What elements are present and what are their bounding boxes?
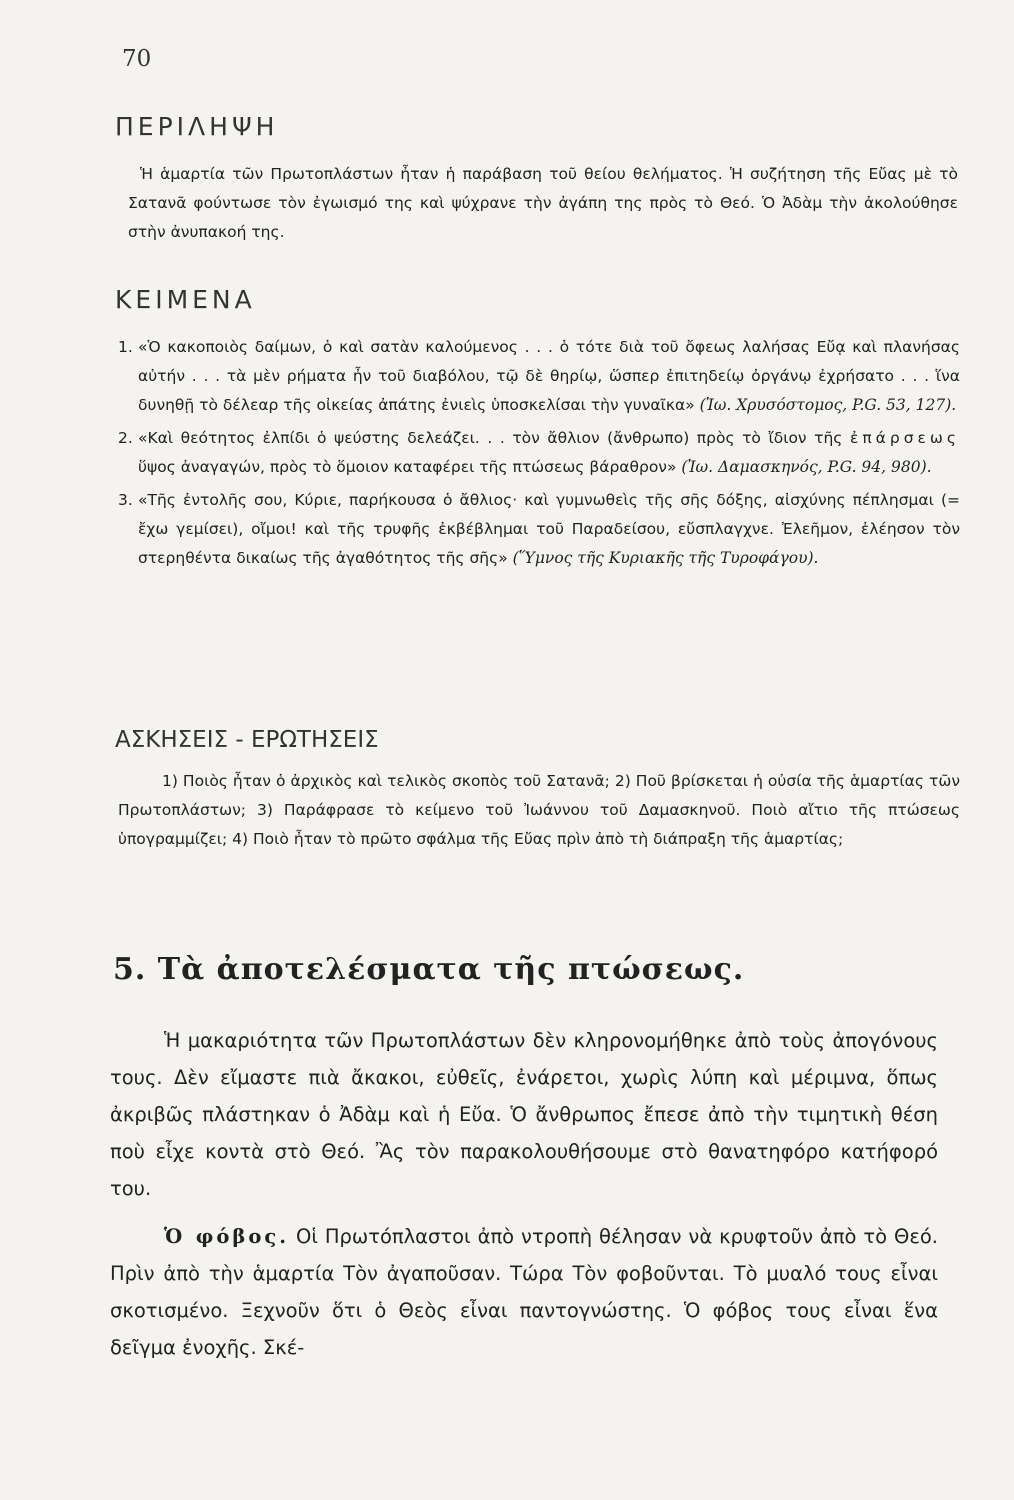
quote-body [138,486,960,573]
paragraph-1-text: Ἡ μακαριότητα τῶν Πρωτοπλάστων δὲν κληρονομήθηκε ἀπὸ τοὺς ἀπογόνους τους. Δὲν εἴμαστε πιὰ ἄκακοι, εὐθεῖς, ἐνάρετοι, χωρὶς λύπη καὶ μέριμνα, ὅπως ἀκριβῶς πλάστηκαν ὁ Ἀδὰμ καὶ ἡ Εὔα. Ὁ ἄνθρωπος ἔπεσε ἀπὸ τὴν τιμητικὴ θέση ποὺ εἶχε κοντὰ στὸ Θεό. Ἂς τὸν παρακολουθήσουμε στὸ θανατηφόρο κατήφορό του. [110,1029,938,1200]
quote-item-2 [118,424,960,482]
quote-text: «Καὶ θεότητος ἐλπίδι ὁ ψεύστης δελεάζει. . . τὸν ἄθλιον (ἄνθρωπο) πρὸς τὸ ἴδιον τῆς [138,429,843,447]
paragraph-2-text [110,1218,938,1366]
quote-body [138,333,960,420]
quote-citation: (Ὕμνος τῆς Κυριακῆς τῆς Τυροφάγου). [512,549,819,567]
paragraph-2-lead: Ὁ φόβος. [164,1225,290,1248]
quote-spaced-word: ἐπάρσεως [849,429,960,447]
quote-citation: (Ἰω. Χρυσόστομος, P.G. 53, 127). [699,396,957,414]
texts-heading: ΚΕΙΜΕΝΑ [115,285,256,314]
quote-text: «Ὁ κακοποιὸς δαίμων, ὁ καὶ σατὰν καλούμενος . . . ὁ τότε διὰ τοῦ ὄφεως λαλήσας Εὔᾳ καὶ πλανήσας αὐτήν . . . τὰ μὲν ρήματα ἦν τοῦ διαβόλου, τῷ δὲ θηρίῳ, ὥσπερ ἐπιτηδείῳ ὀργάνῳ ἐχρήσατο . . . ἵνα δυνηθῇ τὸ δέλεαρ τῆς οἰκείας ἀπάτης ἐνιεὶς ὑποσκελίσαι τὴν γυναῖκα» [138,338,960,414]
exercises-text: 1) Ποιὸς ἦταν ὁ ἀρχικὸς καὶ τελικὸς σκοπὸς τοῦ Σατανᾶ; 2) Ποῦ βρίσκεται ἡ οὐσία τῆς ἁμαρτίας τῶν Πρωτοπλάστων; 3) Παράφρασε τὸ κείμενο τοῦ Ἰωάννου τοῦ Δαμασκηνοῦ. Ποιὸ αἴτιο τῆς πτώσεως ὑπογραμμίζει; 4) Ποιὸ ἦταν τὸ πρῶτο σφάλμα τῆς Εὔας πρὶν ἀπὸ τὴ διάπραξη τῆς ἁμαρτίας; [118,772,960,848]
paragraph-1 [110,1022,938,1207]
quote-body [138,424,960,482]
quote-text-continued: ὕψος ἀναγαγών, πρὸς τὸ ὅμοιον καταφέρει τῆς πτώσεως βάραθρον» [138,458,677,476]
quote-citation: (Ἰω. Δαμασκηνός, P.G. 94, 980). [681,458,932,476]
summary-text-block [128,160,958,247]
quote-item-1 [118,333,960,420]
chapter-title: 5. Τὰ ἀποτελέσματα τῆς πτώσεως. [113,952,745,987]
quote-item-3 [118,486,960,573]
summary-heading: ΠΕΡΙΛΗΨΗ [115,112,279,141]
paragraph-2 [110,1218,938,1366]
quote-text: «Τῆς ἐντολῆς σου, Κύριε, παρήκουσα ὁ ἄθλιος· καὶ γυμνωθεὶς τῆς σῆς δόξης, αἰσχύνης πέπλησμαι (= ἔχω γεμίσει), οἴμοι! καὶ τῆς τρυφῆς ἐκβέβλημαι τοῦ Παραδείσου, εὔσπλαγχνε. Ἐλεῆμον, ἐλέησον τὸν στερηθέντα δικαίως τῆς ἀγαθότητος τῆς σῆς» [138,491,960,567]
quote-number: 2. [118,429,133,447]
quotes-list [118,333,960,573]
summary-text: Ἡ ἁμαρτία τῶν Πρωτοπλάστων ἦταν ἡ παράβαση τοῦ θείου θελήματος. Ἡ συζήτηση τῆς Εὔας μὲ τὸ Σατανᾶ φούντωσε τὸν ἐγωισμό της καὶ ψύχρανε τὴν ἀγάπη της πρὸς τὸ Θεό. Ὁ Ἀδὰμ τὴν ἀκολούθησε στὴν ἀνυπακοή της. [128,165,958,241]
page-number: 70 [122,46,152,72]
exercises-heading: ΑΣΚΗΣΕΙΣ - ΕΡΩΤΗΣΕΙΣ [115,727,379,753]
quote-number: 3. [118,491,133,509]
paragraph-2-body: Οἱ Πρωτόπλαστοι ἀπὸ ντροπὴ θέλησαν νὰ κρυφτοῦν ἀπὸ τὸ Θεό. Πρὶν ἀπὸ τὴν ἁμαρτία Τὸν ἀγαποῦσαν. Τώρα Τὸν φοβοῦνται. Τὸ μυαλό τους εἶναι σκοτισμένο. Ξεχνοῦν ὅτι ὁ Θεὸς εἶναι παντογνώστης. Ὁ φόβος τους εἶναι ἕνα δεῖγμα ἐνοχῆς. Σκέ- [110,1225,939,1359]
quote-number: 1. [118,338,133,356]
